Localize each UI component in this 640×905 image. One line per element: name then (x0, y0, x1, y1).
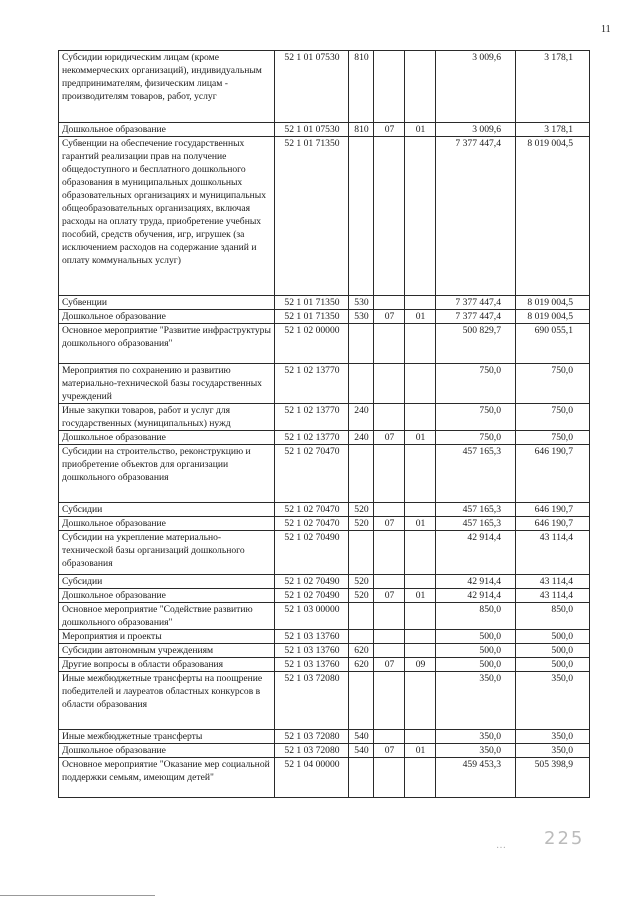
row-amount-year2-cell: 750,0 (516, 404, 590, 431)
row-name-cell: Субсидии автономным учреждениям (59, 644, 275, 658)
row-csr-cell: 52 1 02 70470 (275, 503, 349, 517)
row-vr-cell: 520 (349, 517, 374, 531)
row-vr-cell (349, 603, 374, 630)
row-vr-cell: 810 (349, 123, 374, 137)
row-name-cell: Дошкольное образование (59, 310, 275, 324)
row-vr-cell: 620 (349, 658, 374, 672)
row-rz-cell (374, 51, 405, 123)
row-amount-year2-cell: 505 398,9 (516, 758, 590, 798)
row-name-cell: Основное мероприятие "Содействие развитию дошкольного образования" (59, 603, 275, 630)
row-csr-cell: 52 1 02 70490 (275, 589, 349, 603)
row-amount-year1-cell: 7 377 447,4 (436, 137, 516, 296)
row-amount-year2-cell: 500,0 (516, 630, 590, 644)
row-vr-cell (349, 531, 374, 575)
row-rz-cell (374, 644, 405, 658)
table-row (59, 296, 590, 310)
row-vr-cell: 540 (349, 730, 374, 744)
row-csr-cell: 52 1 04 00000 (275, 758, 349, 798)
row-rz-cell (374, 296, 405, 310)
row-csr-cell: 52 1 03 72080 (275, 730, 349, 744)
row-rz-cell: 07 (374, 744, 405, 758)
row-name-cell: Дошкольное образование (59, 517, 275, 531)
row-pr-cell: 01 (405, 744, 436, 758)
row-amount-year1-cell: 42 914,4 (436, 531, 516, 575)
row-csr-cell: 52 1 02 70490 (275, 531, 349, 575)
row-pr-cell (405, 503, 436, 517)
row-csr-cell: 52 1 03 72080 (275, 744, 349, 758)
row-pr-cell: 01 (405, 310, 436, 324)
row-name-cell: Субвенции на обеспечение государственных гарантий реализации прав на получение общедоступного и бесплатного дошкольного образования в муниципальных дошкольных образовательных организациях и муниципальных общеобразовательных организациях, включая расходы на оплату труда, приобретение учебных пособий, средств обучения, игр, игрушек (за исключением расходов на содержание зданий и оплату коммунальных услуг) (59, 137, 275, 296)
row-amount-year1-cell: 457 165,3 (436, 517, 516, 531)
row-pr-cell: 01 (405, 589, 436, 603)
row-pr-cell (405, 644, 436, 658)
row-pr-cell (405, 445, 436, 503)
row-csr-cell: 52 1 02 70490 (275, 575, 349, 589)
row-csr-cell: 52 1 02 13770 (275, 431, 349, 445)
row-amount-year1-cell: 7 377 447,4 (436, 310, 516, 324)
row-pr-cell (405, 730, 436, 744)
row-vr-cell: 530 (349, 296, 374, 310)
row-amount-year2-cell: 500,0 (516, 644, 590, 658)
row-vr-cell: 520 (349, 503, 374, 517)
row-name-cell: Иные межбюджетные трансферты на поощрение победителей и лауреатов областных конкурсов в области образования (59, 672, 275, 730)
row-amount-year2-cell: 750,0 (516, 431, 590, 445)
row-vr-cell (349, 758, 374, 798)
row-name-cell: Субсидии юридическим лицам (кроме некоммерческих организаций), индивидуальным предпринимателям, физическим лицам - производителям товаров, работ, услуг (59, 51, 275, 123)
row-pr-cell: 01 (405, 431, 436, 445)
row-amount-year1-cell: 459 453,3 (436, 758, 516, 798)
row-amount-year2-cell: 43 114,4 (516, 531, 590, 575)
row-amount-year2-cell: 350,0 (516, 672, 590, 730)
row-amount-year1-cell: 350,0 (436, 730, 516, 744)
row-name-cell: Субсидии на строительство, реконструкцию и приобретение объектов для организации дошкольного образования (59, 445, 275, 503)
table-row (59, 123, 590, 137)
row-rz-cell (374, 672, 405, 730)
row-csr-cell: 52 1 02 13770 (275, 404, 349, 431)
row-amount-year1-cell: 750,0 (436, 364, 516, 404)
row-pr-cell: 09 (405, 658, 436, 672)
table-row (59, 531, 590, 575)
row-vr-cell: 540 (349, 744, 374, 758)
row-name-cell: Субсидии (59, 503, 275, 517)
row-amount-year1-cell: 750,0 (436, 431, 516, 445)
table-row (59, 658, 590, 672)
row-amount-year1-cell: 457 165,3 (436, 445, 516, 503)
row-csr-cell: 52 1 01 71350 (275, 137, 349, 296)
row-amount-year2-cell: 43 114,4 (516, 589, 590, 603)
row-amount-year1-cell: 3 009,6 (436, 51, 516, 123)
row-amount-year1-cell: 500,0 (436, 630, 516, 644)
table-row (59, 603, 590, 630)
row-csr-cell: 52 1 02 00000 (275, 324, 349, 364)
table-row (59, 404, 590, 431)
row-rz-cell: 07 (374, 310, 405, 324)
table-row (59, 758, 590, 798)
row-name-cell: Мероприятия по сохранению и развитию материально-технической базы государственных учреждений (59, 364, 275, 404)
row-rz-cell: 07 (374, 431, 405, 445)
row-vr-cell: 530 (349, 310, 374, 324)
row-csr-cell: 52 1 02 70470 (275, 445, 349, 503)
table-row (59, 324, 590, 364)
row-rz-cell (374, 758, 405, 798)
row-vr-cell (349, 324, 374, 364)
table-row (59, 589, 590, 603)
row-rz-cell (374, 137, 405, 296)
row-csr-cell: 52 1 02 70470 (275, 517, 349, 531)
row-name-cell: Дошкольное образование (59, 123, 275, 137)
row-rz-cell (374, 531, 405, 575)
row-amount-year1-cell: 850,0 (436, 603, 516, 630)
row-pr-cell (405, 404, 436, 431)
row-rz-cell (374, 324, 405, 364)
row-vr-cell (349, 137, 374, 296)
row-pr-cell (405, 575, 436, 589)
row-amount-year1-cell: 457 165,3 (436, 503, 516, 517)
row-csr-cell: 52 1 01 71350 (275, 296, 349, 310)
row-rz-cell (374, 364, 405, 404)
row-pr-cell (405, 630, 436, 644)
row-rz-cell (374, 503, 405, 517)
row-name-cell: Мероприятия и проекты (59, 630, 275, 644)
row-amount-year1-cell: 3 009,6 (436, 123, 516, 137)
table-row (59, 672, 590, 730)
row-amount-year2-cell: 350,0 (516, 744, 590, 758)
row-vr-cell (349, 630, 374, 644)
row-rz-cell (374, 445, 405, 503)
row-csr-cell: 52 1 01 07530 (275, 123, 349, 137)
row-pr-cell (405, 296, 436, 310)
row-vr-cell (349, 672, 374, 730)
row-amount-year2-cell: 646 190,7 (516, 503, 590, 517)
row-amount-year1-cell: 42 914,4 (436, 575, 516, 589)
row-amount-year2-cell: 500,0 (516, 658, 590, 672)
row-pr-cell (405, 364, 436, 404)
row-name-cell: Дошкольное образование (59, 744, 275, 758)
table-row (59, 575, 590, 589)
row-name-cell: Субсидии (59, 575, 275, 589)
row-csr-cell: 52 1 02 13770 (275, 364, 349, 404)
row-amount-year1-cell: 750,0 (436, 404, 516, 431)
row-name-cell: Иные межбюджетные трансферты (59, 730, 275, 744)
table-row (59, 431, 590, 445)
row-amount-year1-cell: 500 829,7 (436, 324, 516, 364)
row-amount-year2-cell: 3 178,1 (516, 51, 590, 123)
table-row (59, 730, 590, 744)
row-vr-cell: 240 (349, 404, 374, 431)
row-pr-cell (405, 672, 436, 730)
row-amount-year1-cell: 42 914,4 (436, 589, 516, 603)
row-rz-cell: 07 (374, 517, 405, 531)
row-pr-cell (405, 51, 436, 123)
row-amount-year2-cell: 646 190,7 (516, 445, 590, 503)
row-pr-cell (405, 324, 436, 364)
row-name-cell: Дошкольное образование (59, 589, 275, 603)
row-rz-cell (374, 404, 405, 431)
row-name-cell: Другие вопросы в области образования (59, 658, 275, 672)
row-amount-year2-cell: 646 190,7 (516, 517, 590, 531)
row-csr-cell: 52 1 03 72080 (275, 672, 349, 730)
table-row (59, 744, 590, 758)
row-rz-cell (374, 730, 405, 744)
table-row (59, 644, 590, 658)
row-pr-cell: 01 (405, 123, 436, 137)
row-vr-cell: 520 (349, 589, 374, 603)
row-pr-cell: 01 (405, 517, 436, 531)
row-rz-cell (374, 575, 405, 589)
row-pr-cell (405, 758, 436, 798)
row-name-cell: Основное мероприятие "Развитие инфраструктуры дошкольного образования" (59, 324, 275, 364)
row-amount-year2-cell: 850,0 (516, 603, 590, 630)
row-amount-year2-cell: 350,0 (516, 730, 590, 744)
row-amount-year1-cell: 7 377 447,4 (436, 296, 516, 310)
row-rz-cell: 07 (374, 658, 405, 672)
row-name-cell: Субсидии на укрепление материально-технической базы организаций дошкольного образования (59, 531, 275, 575)
row-name-cell: Иные закупки товаров, работ и услуг для государственных (муниципальных) нужд (59, 404, 275, 431)
row-name-cell: Субвенции (59, 296, 275, 310)
row-vr-cell: 810 (349, 51, 374, 123)
row-amount-year1-cell: 500,0 (436, 658, 516, 672)
row-rz-cell (374, 630, 405, 644)
row-name-cell: Дошкольное образование (59, 431, 275, 445)
row-csr-cell: 52 1 03 13760 (275, 658, 349, 672)
row-amount-year2-cell: 8 019 004,5 (516, 137, 590, 296)
row-amount-year2-cell: 8 019 004,5 (516, 310, 590, 324)
scan-mark: … (496, 840, 506, 851)
row-vr-cell (349, 364, 374, 404)
row-amount-year2-cell: 690 055,1 (516, 324, 590, 364)
row-amount-year2-cell: 43 114,4 (516, 575, 590, 589)
table-row (59, 445, 590, 503)
row-rz-cell: 07 (374, 589, 405, 603)
budget-table (58, 50, 590, 798)
table-row (59, 630, 590, 644)
row-csr-cell: 52 1 03 00000 (275, 603, 349, 630)
row-amount-year1-cell: 500,0 (436, 644, 516, 658)
table-row (59, 517, 590, 531)
handwritten-page-number: 225 (544, 828, 585, 849)
row-amount-year1-cell: 350,0 (436, 744, 516, 758)
row-amount-year1-cell: 350,0 (436, 672, 516, 730)
table-row (59, 51, 590, 123)
row-rz-cell: 07 (374, 123, 405, 137)
row-csr-cell: 52 1 03 13760 (275, 644, 349, 658)
row-vr-cell: 520 (349, 575, 374, 589)
page-number: 11 (601, 24, 611, 35)
row-csr-cell: 52 1 01 07530 (275, 51, 349, 123)
row-csr-cell: 52 1 03 13760 (275, 630, 349, 644)
table-row (59, 137, 590, 296)
table-row (59, 364, 590, 404)
row-rz-cell (374, 603, 405, 630)
row-amount-year2-cell: 750,0 (516, 364, 590, 404)
row-amount-year2-cell: 3 178,1 (516, 123, 590, 137)
row-vr-cell: 240 (349, 431, 374, 445)
table-row (59, 310, 590, 324)
row-name-cell: Основное мероприятие "Оказание мер социальной поддержки семьям, имеющим детей" (59, 758, 275, 798)
row-csr-cell: 52 1 01 71350 (275, 310, 349, 324)
row-pr-cell (405, 603, 436, 630)
row-vr-cell: 620 (349, 644, 374, 658)
bottom-rule (0, 895, 155, 896)
row-pr-cell (405, 137, 436, 296)
row-pr-cell (405, 531, 436, 575)
row-amount-year2-cell: 8 019 004,5 (516, 296, 590, 310)
row-vr-cell (349, 445, 374, 503)
table-row (59, 503, 590, 517)
